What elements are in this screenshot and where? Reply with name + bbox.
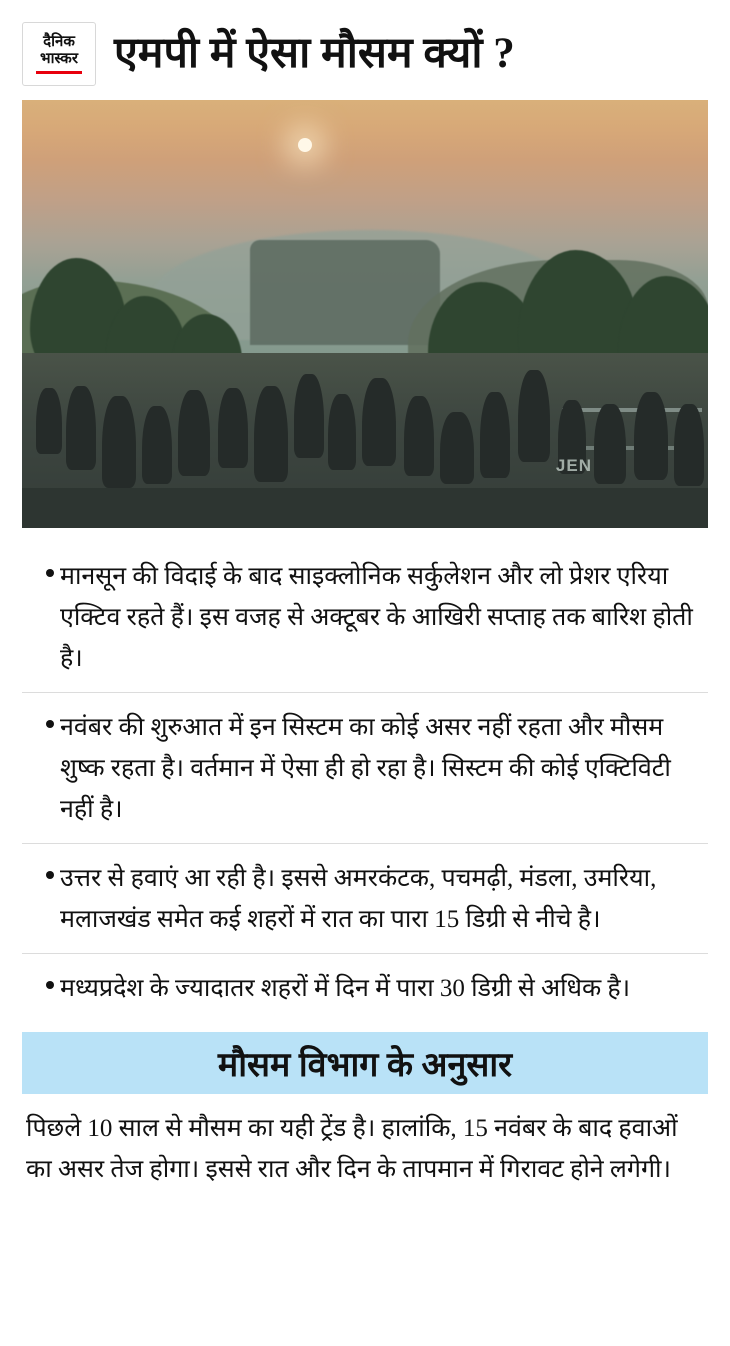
section-heading-band xyxy=(22,1032,708,1094)
crowd-figure xyxy=(480,392,510,478)
list-item xyxy=(22,542,708,693)
page-title: एमपी में ऐसा मौसम क्यों ? xyxy=(114,30,515,77)
bullet-dot-icon xyxy=(46,569,54,577)
bullet-dot-icon xyxy=(46,720,54,728)
photo-watermark: JEN xyxy=(555,456,592,475)
list-item-text: उत्तर से हवाएं आ रही है। इससे अमरकंटक, पचमढ़ी, मंडला, उमरिया, मलाजखंड समेत कई शहरों में रात का पारा 15 डिग्री से नीचे है। xyxy=(60,865,657,933)
crowd-figure xyxy=(518,370,550,462)
bullet-dot-icon xyxy=(46,871,54,879)
footer-paragraph: पिछले 10 साल से मौसम का यही ट्रेंड है। हालांकि, 15 नवंबर के बाद हवाओं का असर तेज होगा। इससे रात और दिन के तापमान में गिरावट होने लगेगी। xyxy=(26,1115,678,1183)
bullet-dot-icon xyxy=(46,981,54,989)
logo-underline xyxy=(36,71,82,74)
list-item-text: मध्यप्रदेश के ज्यादातर शहरों में दिन में पारा 30 डिग्री से अधिक है। xyxy=(60,975,631,1002)
dainik-bhaskar-logo xyxy=(22,22,96,86)
crowd-figure xyxy=(102,396,136,488)
hero-image xyxy=(22,100,708,528)
bullet-list xyxy=(22,542,708,1022)
logo-line-2: भास्कर xyxy=(40,51,78,67)
crowd-figure xyxy=(294,374,324,458)
list-item-text: मानसून की विदाई के बाद साइक्लोनिक सर्कुलेशन और लो प्रेशर एरिया एक्टिव रहते हैं। इस वजह से अक्टूबर के आखिरी सप्ताह तक बारिश होती है। xyxy=(60,563,693,672)
sun-icon xyxy=(298,138,312,152)
crowd-figure xyxy=(178,390,210,476)
crowd-figure xyxy=(142,406,172,484)
crowd-figure xyxy=(218,388,248,468)
logo-line-1: दैनिक xyxy=(43,34,75,50)
crowd-figure xyxy=(362,378,396,466)
list-item xyxy=(22,844,708,954)
list-item xyxy=(22,954,708,1022)
crowd-figure xyxy=(440,412,474,484)
crowd-figure xyxy=(634,392,668,480)
crowd-figure xyxy=(66,386,96,470)
section-heading-text: मौसम विभाग के अनुसार xyxy=(217,1047,513,1084)
header xyxy=(0,0,730,100)
list-item-text: नवंबर की शुरुआत में इन सिस्टम का कोई असर नहीं रहता और मौसम शुष्क रहता है। वर्तमान में ऐसा ही हो रहा है। सिस्टम की कोई एक्टिविटी नहीं है। xyxy=(60,714,671,823)
crowd-figure xyxy=(674,404,704,486)
crowd-figure xyxy=(404,396,434,476)
crowd-figure xyxy=(328,394,356,470)
crowd-figure xyxy=(36,388,62,454)
rock-ledge xyxy=(22,488,708,528)
crowd-figure xyxy=(594,404,626,484)
list-item xyxy=(22,693,708,844)
crowd-figure xyxy=(254,386,288,482)
